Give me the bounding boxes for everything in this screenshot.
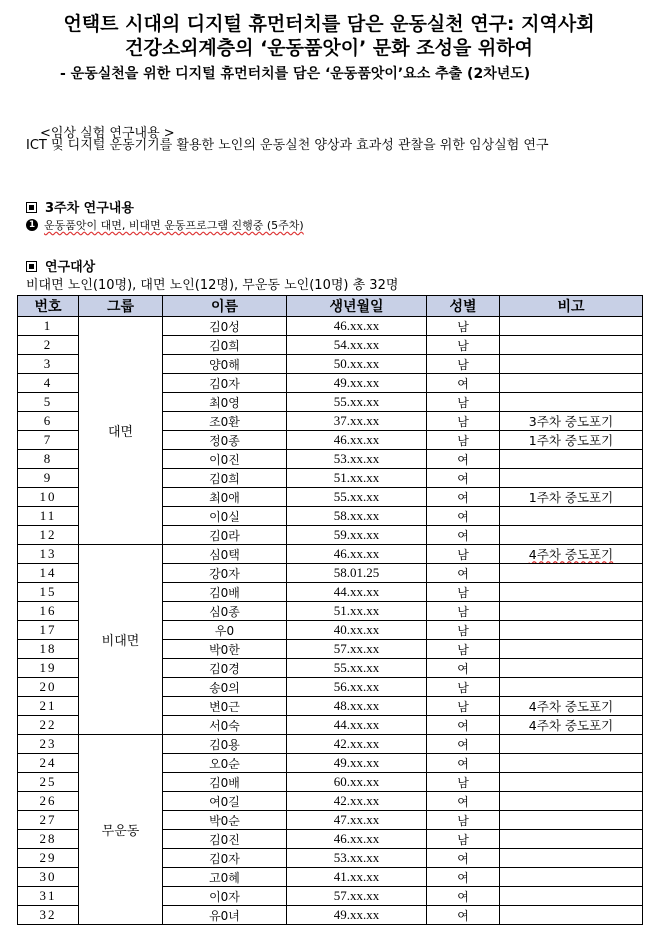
cell-group: 대면	[79, 317, 163, 545]
cell-number: 11	[18, 507, 79, 526]
cell-name: 김0경	[163, 659, 287, 678]
cell-sex: 여	[427, 659, 500, 678]
cell-sex: 남	[427, 431, 500, 450]
cell-sex: 여	[427, 526, 500, 545]
cell-sex: 여	[427, 906, 500, 925]
cell-sex: 여	[427, 374, 500, 393]
cell-name: 최0애	[163, 488, 287, 507]
week3-item-text: 운동품앗이 대면, 비대면 운동프로그램 진행중 (5주차)	[44, 219, 304, 232]
cell-sex: 여	[427, 488, 500, 507]
cell-number: 31	[18, 887, 79, 906]
cell-sex: 남	[427, 545, 500, 564]
cell-number: 20	[18, 678, 79, 697]
cell-number: 2	[18, 336, 79, 355]
subjects-text: 비대면 노인(10명), 대면 노인(12명), 무운동 노인(10명) 총 32명	[26, 278, 399, 293]
document-subtitle: - 운동실천을 위한 디지털 휴먼터치를 담은 ‘운동품앗이’요소 추출 (2차년도)	[60, 66, 531, 82]
cell-number: 5	[18, 393, 79, 412]
cell-note	[500, 317, 643, 336]
cell-sex: 남	[427, 830, 500, 849]
cell-birthdate: 54.xx.xx	[287, 336, 427, 355]
cell-sex: 남	[427, 678, 500, 697]
cell-name: 송0의	[163, 678, 287, 697]
number-circle-icon: 1	[26, 219, 38, 231]
cell-birthdate: 49.xx.xx	[287, 754, 427, 773]
cell-number: 32	[18, 906, 79, 925]
cell-name: 김0진	[163, 830, 287, 849]
cell-name: 정0종	[163, 431, 287, 450]
cell-name: 고0혜	[163, 868, 287, 887]
cell-name: 박0한	[163, 640, 287, 659]
cell-note	[500, 830, 643, 849]
cell-birthdate: 51.xx.xx	[287, 602, 427, 621]
week3-heading: 3주차 연구내용	[45, 201, 134, 216]
cell-sex: 여	[427, 507, 500, 526]
cell-note	[500, 754, 643, 773]
cell-sex: 남	[427, 336, 500, 355]
cell-note	[500, 602, 643, 621]
cell-number: 15	[18, 583, 79, 602]
cell-sex: 남	[427, 811, 500, 830]
cell-birthdate: 44.xx.xx	[287, 583, 427, 602]
cell-note	[500, 450, 643, 469]
cell-note	[500, 336, 643, 355]
cell-name: 강0자	[163, 564, 287, 583]
cell-birthdate: 50.xx.xx	[287, 355, 427, 374]
cell-birthdate: 53.xx.xx	[287, 849, 427, 868]
cell-number: 6	[18, 412, 79, 431]
table-header-row	[18, 296, 643, 317]
cell-name: 이0진	[163, 450, 287, 469]
cell-note	[500, 887, 643, 906]
cell-number: 14	[18, 564, 79, 583]
cell-sex: 남	[427, 697, 500, 716]
cell-number: 30	[18, 868, 79, 887]
cell-note	[500, 469, 643, 488]
cell-note	[500, 773, 643, 792]
cell-name: 여0길	[163, 792, 287, 811]
header-birthdate: 생년월일	[287, 296, 427, 317]
cell-name: 서0숙	[163, 716, 287, 735]
cell-number: 22	[18, 716, 79, 735]
cell-note	[500, 792, 643, 811]
cell-note	[500, 659, 643, 678]
cell-note	[500, 868, 643, 887]
header-note: 비고	[500, 296, 643, 317]
cell-birthdate: 60.xx.xx	[287, 773, 427, 792]
cell-sex: 남	[427, 773, 500, 792]
cell-name: 김0라	[163, 526, 287, 545]
cell-sex: 여	[427, 792, 500, 811]
cell-sex: 남	[427, 355, 500, 374]
cell-number: 18	[18, 640, 79, 659]
subjects-section	[26, 256, 95, 275]
cell-number: 4	[18, 374, 79, 393]
cell-name: 김0자	[163, 849, 287, 868]
cell-name: 김0자	[163, 374, 287, 393]
document-title-line-1: 언택트 시대의 디지털 휴먼터치를 담은 운동실천 연구: 지역사회	[63, 13, 595, 35]
cell-note	[500, 735, 643, 754]
cell-note	[500, 393, 643, 412]
cell-sex: 여	[427, 887, 500, 906]
cell-birthdate: 49.xx.xx	[287, 906, 427, 925]
cell-birthdate: 58.01.25	[287, 564, 427, 583]
cell-note	[500, 355, 643, 374]
cell-birthdate: 57.xx.xx	[287, 640, 427, 659]
cell-birthdate: 37.xx.xx	[287, 412, 427, 431]
cell-note	[500, 526, 643, 545]
cell-birthdate: 53.xx.xx	[287, 450, 427, 469]
cell-birthdate: 47.xx.xx	[287, 811, 427, 830]
cell-number: 21	[18, 697, 79, 716]
header-name: 이름	[163, 296, 287, 317]
clinical-heading: <임상 실험 연구내용 >	[40, 126, 175, 141]
square-bullet-icon	[26, 261, 37, 272]
cell-note	[500, 583, 643, 602]
cell-name: 심0종	[163, 602, 287, 621]
cell-name: 김0용	[163, 735, 287, 754]
cell-number: 19	[18, 659, 79, 678]
cell-name: 심0택	[163, 545, 287, 564]
subjects-table	[17, 295, 643, 925]
cell-sex: 여	[427, 849, 500, 868]
subjects-heading: 연구대상	[45, 260, 96, 275]
cell-note	[500, 640, 643, 659]
cell-birthdate: 48.xx.xx	[287, 697, 427, 716]
cell-birthdate: 49.xx.xx	[287, 374, 427, 393]
cell-number: 27	[18, 811, 79, 830]
cell-name: 유0녀	[163, 906, 287, 925]
cell-note	[500, 849, 643, 868]
cell-name: 이0실	[163, 507, 287, 526]
header-group: 그룹	[79, 296, 163, 317]
header-number: 번호	[18, 296, 79, 317]
week3-item	[26, 217, 304, 233]
cell-number: 29	[18, 849, 79, 868]
clinical-text: ICT 및 디지털 운동기기를 활용한 노인의 운동실천 양상과 효과성 관찰을 위한 임상실험 연구	[26, 138, 549, 153]
cell-name: 양0해	[163, 355, 287, 374]
cell-number: 26	[18, 792, 79, 811]
cell-birthdate: 58.xx.xx	[287, 507, 427, 526]
cell-note: 4주차 중도포기	[500, 545, 643, 564]
cell-name: 박0순	[163, 811, 287, 830]
cell-name: 김0배	[163, 773, 287, 792]
cell-note: 1주차 중도포기	[500, 488, 643, 507]
cell-name: 김0희	[163, 469, 287, 488]
cell-birthdate: 55.xx.xx	[287, 488, 427, 507]
table-row	[18, 545, 643, 564]
cell-group: 무운동	[79, 735, 163, 925]
cell-number: 28	[18, 830, 79, 849]
cell-note	[500, 564, 643, 583]
cell-number: 3	[18, 355, 79, 374]
cell-sex: 남	[427, 393, 500, 412]
cell-name: 조0환	[163, 412, 287, 431]
cell-number: 7	[18, 431, 79, 450]
cell-sex: 남	[427, 317, 500, 336]
cell-name: 김0희	[163, 336, 287, 355]
cell-birthdate: 40.xx.xx	[287, 621, 427, 640]
cell-number: 13	[18, 545, 79, 564]
cell-birthdate: 46.xx.xx	[287, 545, 427, 564]
cell-number: 23	[18, 735, 79, 754]
cell-note	[500, 811, 643, 830]
cell-name: 변0근	[163, 697, 287, 716]
cell-birthdate: 55.xx.xx	[287, 393, 427, 412]
cell-birthdate: 57.xx.xx	[287, 887, 427, 906]
cell-number: 1	[18, 317, 79, 336]
cell-name: 오0순	[163, 754, 287, 773]
cell-sex: 여	[427, 754, 500, 773]
cell-note	[500, 374, 643, 393]
cell-birthdate: 42.xx.xx	[287, 792, 427, 811]
cell-birthdate: 56.xx.xx	[287, 678, 427, 697]
cell-number: 25	[18, 773, 79, 792]
cell-birthdate: 59.xx.xx	[287, 526, 427, 545]
cell-note	[500, 678, 643, 697]
cell-name: 우0	[163, 621, 287, 640]
cell-note	[500, 621, 643, 640]
cell-birthdate: 44.xx.xx	[287, 716, 427, 735]
cell-name: 최0영	[163, 393, 287, 412]
cell-sex: 여	[427, 716, 500, 735]
cell-sex: 남	[427, 640, 500, 659]
cell-note: 4주차 중도포기	[500, 697, 643, 716]
cell-number: 9	[18, 469, 79, 488]
cell-sex: 여	[427, 450, 500, 469]
week3-section	[26, 197, 134, 216]
cell-note: 3주차 중도포기	[500, 412, 643, 431]
cell-group: 비대면	[79, 545, 163, 735]
cell-name: 김0성	[163, 317, 287, 336]
cell-name: 이0자	[163, 887, 287, 906]
cell-birthdate: 42.xx.xx	[287, 735, 427, 754]
cell-note	[500, 906, 643, 925]
cell-birthdate: 55.xx.xx	[287, 659, 427, 678]
document-title-line-2: 건강소외계층의 ‘운동품앗이’ 문화 조성을 위하여	[125, 37, 533, 59]
header-sex: 성별	[427, 296, 500, 317]
cell-sex: 여	[427, 735, 500, 754]
cell-birthdate: 46.xx.xx	[287, 317, 427, 336]
cell-sex: 여	[427, 868, 500, 887]
cell-birthdate: 46.xx.xx	[287, 431, 427, 450]
cell-birthdate: 41.xx.xx	[287, 868, 427, 887]
cell-number: 17	[18, 621, 79, 640]
cell-number: 8	[18, 450, 79, 469]
cell-sex: 남	[427, 583, 500, 602]
table-row	[18, 735, 643, 754]
cell-name: 김0배	[163, 583, 287, 602]
cell-sex: 여	[427, 469, 500, 488]
cell-note	[500, 507, 643, 526]
cell-number: 10	[18, 488, 79, 507]
cell-sex: 남	[427, 621, 500, 640]
cell-number: 24	[18, 754, 79, 773]
cell-sex: 남	[427, 412, 500, 431]
cell-sex: 여	[427, 564, 500, 583]
cell-sex: 남	[427, 602, 500, 621]
cell-note: 4주차 중도포기	[500, 716, 643, 735]
square-bullet-icon	[26, 202, 37, 213]
table-row	[18, 317, 643, 336]
cell-number: 12	[18, 526, 79, 545]
cell-birthdate: 46.xx.xx	[287, 830, 427, 849]
cell-birthdate: 51.xx.xx	[287, 469, 427, 488]
cell-number: 16	[18, 602, 79, 621]
cell-note: 1주차 중도포기	[500, 431, 643, 450]
